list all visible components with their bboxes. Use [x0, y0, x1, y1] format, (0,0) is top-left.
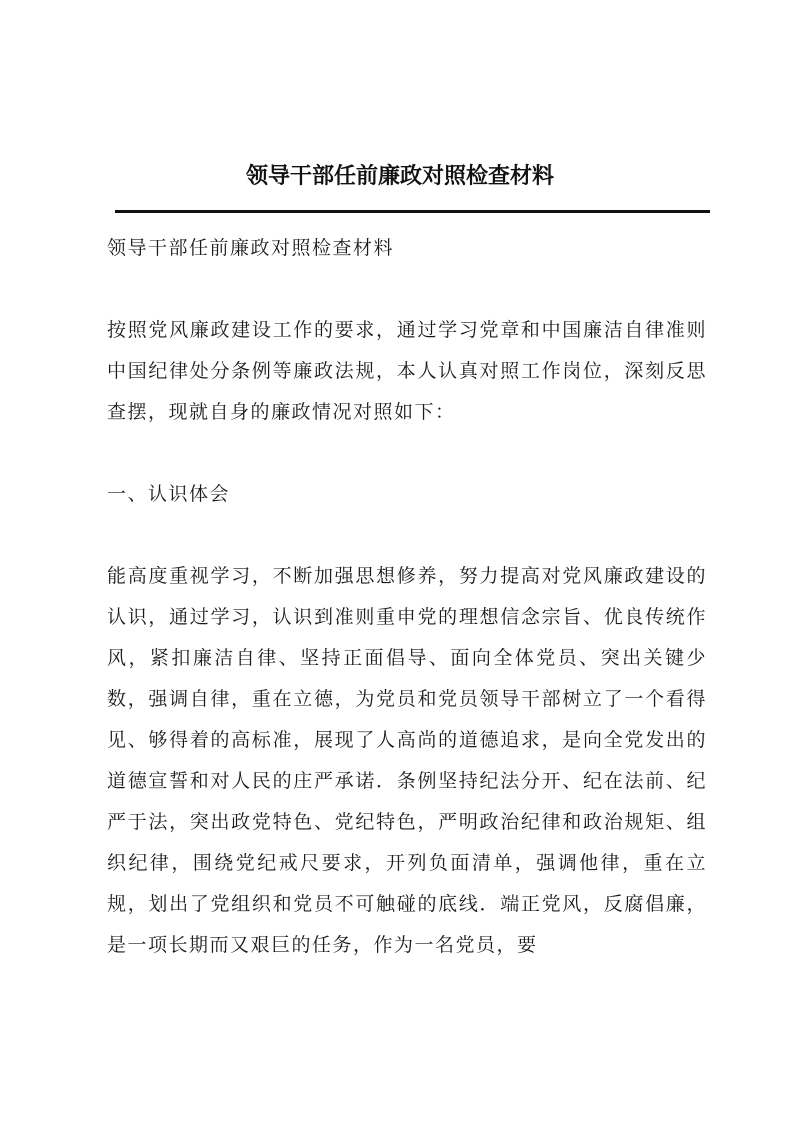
document-title: 领导干部任前廉政对照检查材料: [245, 164, 554, 189]
subtitle-paragraph: 领导干部任前廉政对照检查材料: [107, 237, 395, 259]
intro-paragraph: 按照党风廉政建设工作的要求，通过学习党章和中国廉洁自律准则中国纪律处分条例等廉政法规，本人认真对照工作岗位，深刻反思查摆，现就自身的廉政情况对照如下：: [107, 319, 707, 423]
title-underline-rule: [115, 210, 710, 213]
section-heading: 一、认识体会: [107, 483, 231, 505]
body-paragraph: 能高度重视学习，不断加强思想修养，努力提高对党风廉政建设的认识，通过学习，认识到准则重申党的理想信念宗旨、优良传统作风，紧扣廉洁自律、坚持正面倡导、面向全体党员、突出关键少数，强调自律，重在立德，为党员和党员领导干部树立了一个看得见、够得着的高标准，展现了人高尚的道德追求，是向全党发出的道德宣誓和对人民的庄严承诺．条例坚持纪法分开、纪在法前、纪严于法，突出政党特色、党纪特色，严明政治纪律和政治规矩、组织纪律，围绕党纪戒尺要求，开列负面清单，强调他律，重在立规，划出了党组织和党员不可触碰的底线．端正党风，反腐倡廉，是一项长期而又艰巨的任务，作为一名党员，要: [107, 565, 707, 956]
document-body: [107, 228, 707, 966]
